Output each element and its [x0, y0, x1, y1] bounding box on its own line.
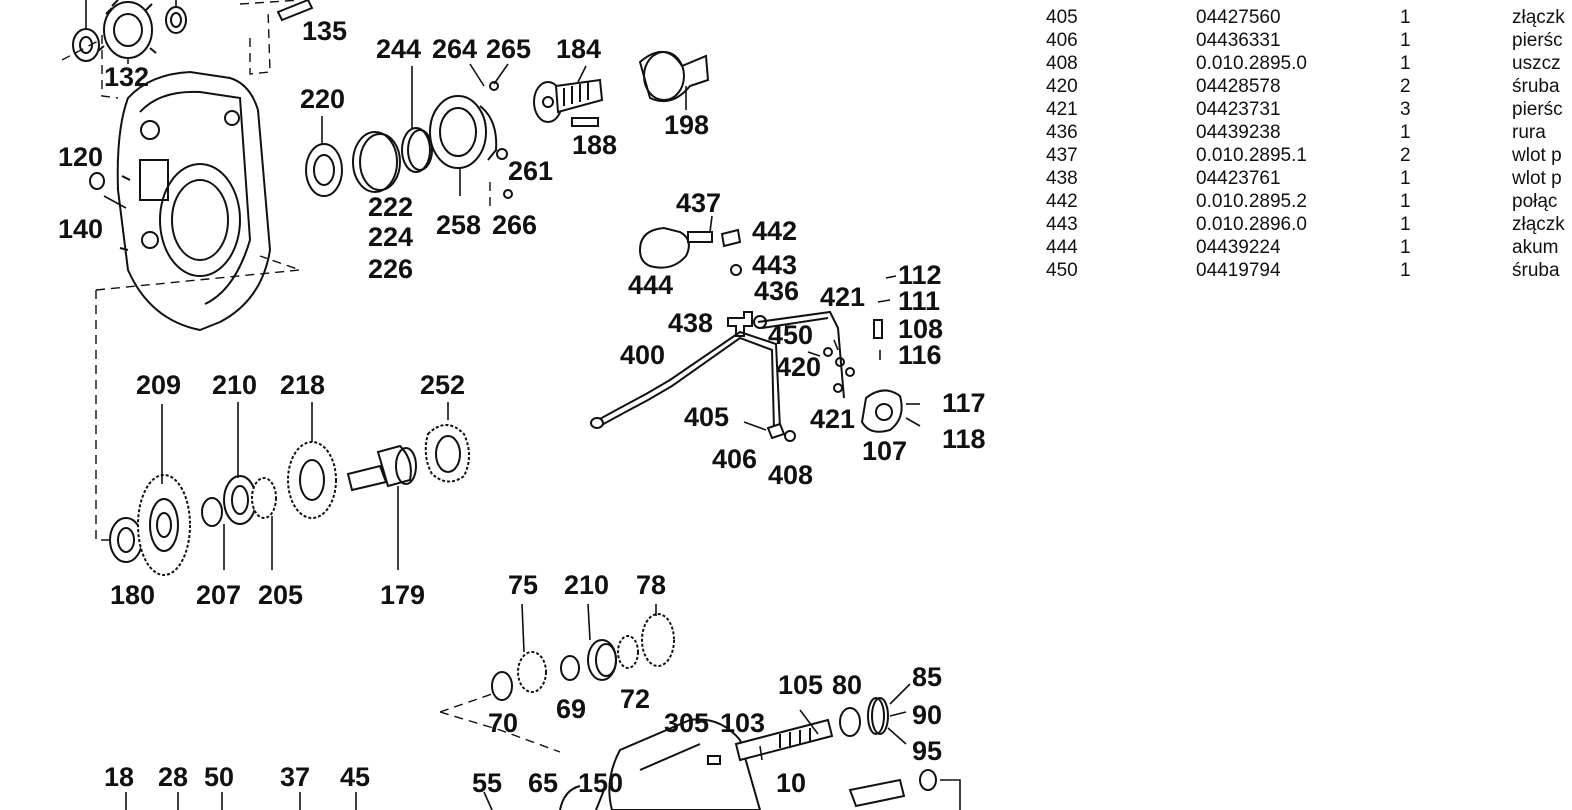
part-number-cell: 0.010.2896.0	[1196, 214, 1307, 235]
callout-label: 421	[810, 404, 856, 434]
callout-label: 72	[620, 684, 651, 714]
callout-label: 437	[676, 188, 722, 218]
callout-label: 108	[898, 314, 944, 344]
quantity-cell: 1	[1400, 122, 1411, 143]
callout-label: 28	[158, 762, 189, 792]
description-cell: połąc	[1512, 191, 1558, 212]
callout-label: 117	[942, 388, 986, 418]
description-cell: śruba	[1512, 260, 1560, 281]
pos-cell: 436	[1046, 122, 1078, 143]
callout-label: 105	[778, 670, 824, 700]
part-number-cell: 04436331	[1196, 30, 1281, 51]
callout-label: 10	[776, 768, 807, 798]
callout-label: 65	[528, 768, 559, 798]
callout-label: 112	[898, 260, 942, 290]
callout-label: 405	[684, 402, 730, 432]
callout-label: 103	[720, 708, 766, 738]
callout-label: 408	[768, 460, 814, 490]
callout-label: 400	[620, 340, 666, 370]
parts-table-row	[1046, 29, 1572, 52]
part-number-cell: 04423731	[1196, 99, 1281, 120]
quantity-cell: 1	[1400, 237, 1411, 258]
top-left-gear-group	[62, 0, 312, 64]
callout-label: 226	[368, 254, 414, 284]
callout-label: 305	[664, 708, 710, 738]
quantity-cell: 1	[1400, 53, 1411, 74]
callout-label: 266	[492, 210, 538, 240]
callout-label: 406	[712, 444, 758, 474]
part-number-cell: 04427560	[1196, 7, 1281, 28]
callout-label: 450	[768, 320, 814, 350]
callout-label: 135	[302, 16, 348, 46]
parts-table-row	[1046, 52, 1572, 75]
callout-label: 69	[556, 694, 587, 724]
callout-label: 224	[368, 222, 414, 252]
parts-table-row	[1046, 190, 1572, 213]
description-cell: wlot p	[1512, 145, 1562, 166]
callout-label: 198	[664, 110, 710, 140]
callout-label: 45	[340, 762, 371, 792]
description-cell: wlot p	[1512, 168, 1562, 189]
part-number-cell: 0.010.2895.1	[1196, 145, 1307, 166]
description-cell: pierśc	[1512, 99, 1563, 120]
callout-label: 120	[58, 142, 104, 172]
callout-label: 265	[486, 34, 532, 64]
pos-cell: 443	[1046, 214, 1078, 235]
parts-table-row	[1046, 259, 1572, 282]
callout-label: 150	[578, 768, 624, 798]
quantity-cell: 1	[1400, 30, 1411, 51]
pos-cell: 438	[1046, 168, 1078, 189]
part-number-cell: 04439238	[1196, 122, 1281, 143]
quantity-cell: 2	[1400, 76, 1411, 97]
callout-label: 209	[136, 370, 182, 400]
callout-label: 258	[436, 210, 482, 240]
callout-label: 442	[752, 216, 798, 246]
callout-label: 80	[832, 670, 863, 700]
pos-cell: 421	[1046, 99, 1078, 120]
callout-label: 210	[564, 570, 610, 600]
callout-label: 421	[820, 282, 866, 312]
description-cell: rura	[1512, 122, 1546, 143]
callout-label: 444	[628, 270, 674, 300]
callout-label: 85	[912, 662, 943, 692]
part-number-cell: 04419794	[1196, 260, 1281, 281]
callout-label: 78	[636, 570, 667, 600]
parts-table-row	[1046, 236, 1572, 259]
callout-label: 107	[862, 436, 908, 466]
quantity-cell: 1	[1400, 214, 1411, 235]
pos-cell: 444	[1046, 237, 1078, 258]
part-number-cell: 04439224	[1196, 237, 1281, 258]
callout-label: 222	[368, 192, 414, 222]
parts-table-row	[1046, 167, 1572, 190]
parts-table-row	[1046, 121, 1572, 144]
callout-label: 252	[420, 370, 466, 400]
callout-label: 436	[754, 276, 800, 306]
callout-label: 111	[898, 286, 941, 316]
callout-label: 207	[196, 580, 242, 610]
part-number-cell: 0.010.2895.2	[1196, 191, 1307, 212]
callout-label: 132	[104, 62, 150, 92]
callout-label: 188	[572, 130, 618, 160]
quantity-cell: 3	[1400, 99, 1411, 120]
pos-cell: 408	[1046, 53, 1078, 74]
parts-list-table	[1046, 6, 1572, 282]
parts-table-row	[1046, 98, 1572, 121]
callout-label: 55	[472, 768, 503, 798]
callout-label: 118	[942, 424, 986, 454]
quantity-cell: 1	[1400, 168, 1411, 189]
callout-label: 116	[898, 340, 942, 370]
callout-label: 90	[912, 700, 943, 730]
callout-label: 70	[488, 708, 519, 738]
callout-label: 438	[668, 308, 714, 338]
callout-label: 244	[376, 34, 422, 64]
callout-label: 261	[508, 156, 554, 186]
description-cell: złączk	[1512, 214, 1565, 235]
pos-cell: 450	[1046, 260, 1078, 281]
part-number-cell: 04423761	[1196, 168, 1281, 189]
callout-label: 220	[300, 84, 346, 114]
description-cell: akum	[1512, 237, 1559, 258]
quantity-cell: 1	[1400, 7, 1411, 28]
callout-label: 140	[58, 214, 104, 244]
callout-label: 443	[752, 250, 798, 280]
callout-label: 420	[776, 352, 822, 382]
callout-label: 218	[280, 370, 326, 400]
callout-label: 179	[380, 580, 426, 610]
callout-label: 18	[104, 762, 135, 792]
pos-cell: 442	[1046, 191, 1078, 212]
pos-cell: 420	[1046, 76, 1078, 97]
quantity-cell: 2	[1400, 145, 1411, 166]
part-number-cell: 04428578	[1196, 76, 1281, 97]
callout-label: 205	[258, 580, 304, 610]
part-number-cell: 0.010.2895.0	[1196, 53, 1307, 74]
callout-label: 264	[432, 34, 478, 64]
parts-table-row	[1046, 6, 1572, 29]
description-cell: uszcz	[1512, 53, 1561, 74]
quantity-cell: 1	[1400, 260, 1411, 281]
description-cell: złączk	[1512, 7, 1565, 28]
parts-table-row	[1046, 75, 1572, 98]
pos-cell: 437	[1046, 145, 1078, 166]
pos-cell: 406	[1046, 30, 1078, 51]
pos-cell: 405	[1046, 7, 1078, 28]
middle-gear-train	[110, 402, 469, 575]
callout-label: 75	[508, 570, 539, 600]
callout-label: 37	[280, 762, 311, 792]
callout-label: 95	[912, 736, 943, 766]
parts-table-row	[1046, 144, 1572, 167]
callout-label: 210	[212, 370, 258, 400]
callout-label: 50	[204, 762, 235, 792]
description-cell: pierśc	[1512, 30, 1563, 51]
description-cell: śruba	[1512, 76, 1560, 97]
parts-table-row	[1046, 213, 1572, 236]
callout-label: 180	[110, 580, 156, 610]
callout-label: 184	[556, 34, 602, 64]
quantity-cell: 1	[1400, 191, 1411, 212]
